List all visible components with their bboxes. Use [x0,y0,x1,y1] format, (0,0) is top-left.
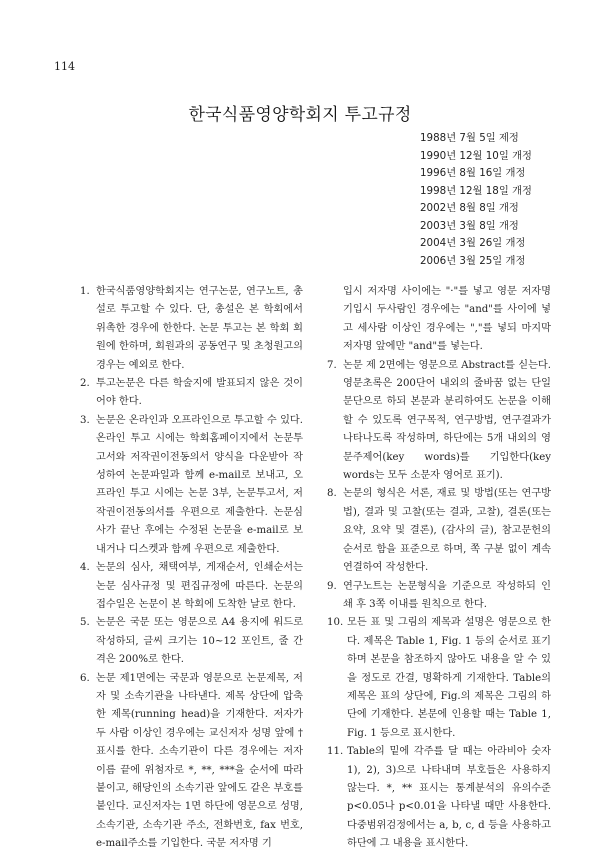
document-title: 한국식품영양학회지 투고규정 [188,105,412,125]
left-column [80,283,303,854]
revision-line: 1998년 12월 18일 개정 [420,184,532,197]
rule-text: 논문의 심사, 채택여부, 게재순서, 인쇄순서는 논문 심사규정 및 편집규정에 따른다. 논문의 접수일은 논문이 본 학회에 도착한 날로 한다. [96,562,303,610]
rule-item [80,559,303,614]
rule-number: 8. [327,488,337,500]
rule-text: 논문은 국문 또는 영문으로 A4 용지에 워드로 작성하되, 글씨 크기는 10~12 포인트, 줄 간격은 200%로 한다. [96,617,303,666]
rule-item [80,670,303,854]
rule-item [80,412,303,559]
rule-text: 논문은 온라인과 오프라인으로 투고할 수 있다. 온라인 투고 시에는 학회홈페이지에서 논문투고서와 저작권이전동의서 양식을 다운받아 작성하여 논문파일과 함께 e-mail로 보내고, 오프라인 투고 시에는 논문 3부, 논문투고서, 저작권이전동의서를 우편으로 제출한다. 논문심사가 끝난 후에는 수정된 논문을 e-mail로 보내거나 디스켓과 함께 우편으로 제출한다. [96,414,303,555]
rule-text: 입시 저자명 사이에는 "·"를 넣고 영문 저자명 기입시 두사람인 경우에는 "and"를 사이에 넣고 세사람 이상인 경우에는 ","를 넣되 마지막 저자명 앞에만 "and"를 넣는다. [343,286,551,353]
rule-text: Table의 밑에 각주를 달 때는 아라비아 숫자 1), 2), 3)으로 나타내며 부호들은 사용하지 않는다. *, ** 표시는 통계분석의 유의수준 p<0.05나 p<0.01을 나타낼 때만 사용한다. 다중범위검정에서는 a, b, c, d 등을 사용하고 하단에 그 내용을 표시한다. [347,746,551,850]
rule-item-continuation [327,283,551,357]
rule-number: 4. [80,562,90,574]
rule-item [327,614,551,743]
rule-item [80,283,303,375]
rule-number: 7. [327,359,337,371]
revision-line: 2003년 3월 8일 개정 [420,219,519,232]
rule-text: 논문의 형식은 서론, 재료 및 방법(또는 연구방법), 결과 및 고찰(또는 결과, 고찰), 결론(또는 요약, 요약 및 결론), (감사의 글), 참고문헌의 순서로 함을 표준으로 하며, 쪽 구분 없이 계속 연결하여 작성한다. [343,488,551,574]
rule-number: 5. [80,617,90,629]
rule-item [327,743,551,853]
rule-number: 9. [327,580,337,592]
revision-line: 1990년 12월 10일 개정 [420,149,532,162]
rule-text: 투고논문은 다른 학술지에 발표되지 않은 것이어야 한다. [96,378,303,408]
rule-text: 논문 제1면에는 국문과 영문으로 논문제목, 저자 및 소속기관을 나타낸다. 제목 상단에 압축한 제목(running head)을 기재한다. 저자가 두 사람 이상인 경우에는 교신저자 성명 앞에 † 표시를 한다. 소속기관이 다른 경우에는 저자 이름 끝에 위첨자로 *, **, ***을 순서에 따라 붙이고, 해당인의 소속기관 앞에도 같은 부호를 붙인다. 교신저자는 1면 하단에 영문으로 성명, 소속기관, 소속기관 주소, 전화번호, fax 번호, e-mail주소를 기입한다. 국문 저자명 기 [96,672,303,850]
rule-text: 모든 표 및 그림의 제목과 설명은 영문으로 한다. 제목은 Table 1, Fig. 1 등의 순서로 표기하며 본문을 참조하지 않아도 내용을 알 수 있을 정도로 간결, 명확하게 기재한다. Table의 제목은 표의 상단에, Fig.의 제목은 그림의 하단에 기재한다. 본문에 인용할 때는 Table 1, Fig. 1 등으로 표시한다. [347,617,551,739]
revision-line: 2002년 8월 8일 개정 [420,202,519,214]
rule-number: 3. [80,414,90,426]
revision-line: 1996년 8월 16일 개정 [420,167,526,179]
rule-text: 논문 제 2면에는 영문으로 Abstract를 싣는다. 영문초록은 200단어 내외의 줄바꿈 없는 단일 문단으로 하되 본문과 분리하여도 논문을 이해할 수 있도록 연구목적, 연구방법, 연구결과가 나타나도록 작성하며, 하단에는 5개 내외의 영문주제어(key words)를 기입한다(key words는 모두 소문자 영어로 표기). [343,359,551,482]
rule-item [80,614,303,669]
rule-item [327,357,551,486]
rule-item [327,578,551,615]
revision-line: 1988년 7월 5일 제정 [420,132,519,144]
rule-number: 10. [327,617,344,629]
right-column [327,283,551,854]
rule-item [80,375,303,412]
rule-number: 6. [80,672,90,684]
revision-line: 2006년 3월 25일 개정 [420,254,526,267]
rule-item [327,485,551,577]
rule-number: 2. [80,378,90,390]
rule-text: 한국식품영양학회지는 연구논문, 연구노트, 총설로 투고할 수 있다. 단, 총설은 본 학회에서 위촉한 경우에 한한다. 논문 투고는 본 학회 회원에 한하며, 회원과의 공동연구 및 초청원고의 경우는 예외로 한다. [96,286,303,371]
revision-history [420,130,570,270]
rule-number: 11. [327,746,344,758]
page-number: 114 [54,60,75,73]
rule-text: 연구노트는 논문형식을 기준으로 작성하되 인쇄 후 3쪽 이내를 원칙으로 한다. [343,580,551,610]
rule-number: 1. [80,286,90,297]
revision-line: 2004년 3월 26일 개정 [420,237,526,249]
